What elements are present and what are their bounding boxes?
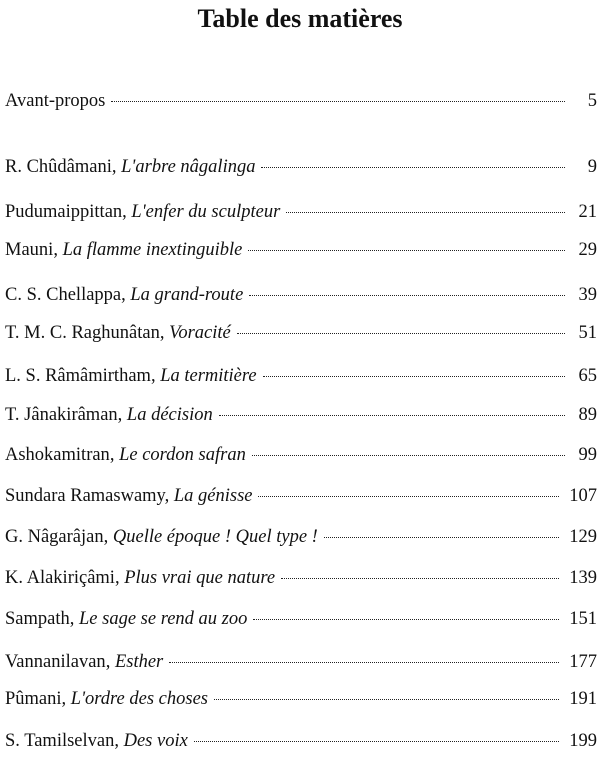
- toc-work-title: Esther: [114, 652, 164, 672]
- toc-separator: ,: [105, 652, 115, 672]
- toc-separator: ,: [69, 609, 79, 629]
- toc-page-number: 99: [578, 445, 597, 465]
- toc-author: Ashokamitran: [5, 445, 110, 465]
- toc-author: Avant-propos: [5, 91, 106, 111]
- toc-entry[interactable]: [5, 237, 597, 263]
- dot-leader: [258, 496, 559, 497]
- toc-page-number: 151: [569, 609, 597, 629]
- toc-work-title: La flamme inextinguible: [62, 240, 243, 260]
- toc-separator: ,: [61, 689, 71, 709]
- toc-entry[interactable]: [5, 524, 597, 550]
- dot-leader: [111, 101, 565, 102]
- toc-page-number: 199: [569, 731, 597, 751]
- toc-entry[interactable]: [5, 483, 597, 509]
- dot-leader: [249, 295, 565, 296]
- toc-entry-text: [5, 154, 255, 180]
- toc-entry[interactable]: [5, 649, 597, 675]
- toc-page-number: 29: [578, 240, 597, 260]
- toc-entry-text: [5, 88, 105, 114]
- toc-separator: ,: [122, 202, 132, 222]
- toc-entry[interactable]: [5, 320, 597, 346]
- toc-page-number: 177: [569, 652, 597, 672]
- toc-work-title: La génisse: [173, 486, 253, 506]
- toc-entry-text: [5, 282, 243, 308]
- toc-page-number: 51: [578, 323, 597, 343]
- toc-entry[interactable]: [5, 728, 597, 754]
- dot-leader: [263, 376, 565, 377]
- dot-leader: [169, 662, 559, 663]
- toc-separator: ,: [117, 405, 127, 425]
- toc-page-number: 21: [578, 202, 597, 222]
- toc-author: Sampath: [5, 609, 70, 629]
- dot-leader: [286, 212, 565, 213]
- toc-author: Mauni: [5, 240, 54, 260]
- toc-entry[interactable]: [5, 402, 597, 428]
- page-title: Table des matières: [197, 4, 403, 33]
- toc-entry-text: [5, 442, 246, 468]
- toc-author: G. Nâgarâjan: [5, 527, 104, 547]
- toc-separator: ,: [53, 240, 63, 260]
- toc-work-title: La termitière: [160, 366, 257, 386]
- dot-leader: [219, 415, 565, 416]
- toc-author: Pûmani: [5, 689, 62, 709]
- toc-page-number: 129: [569, 527, 597, 547]
- toc-entry[interactable]: [5, 606, 597, 632]
- toc-work-title: L'ordre des choses: [70, 689, 208, 709]
- toc-entry-text: [5, 565, 275, 591]
- toc-entry[interactable]: [5, 565, 597, 591]
- toc-separator: ,: [150, 366, 161, 386]
- toc-author: Sundara Ramaswamy: [5, 486, 165, 506]
- toc-entry-text: [5, 402, 213, 428]
- toc-entry-text: [5, 524, 318, 550]
- toc-entry[interactable]: [5, 199, 597, 225]
- toc-separator: ,: [121, 285, 131, 305]
- toc-separator: ,: [159, 323, 170, 343]
- toc-page-number: 65: [578, 366, 597, 386]
- toc-work-title: L'enfer du sculpteur: [131, 202, 281, 222]
- toc-work-title: Voracité: [169, 323, 231, 343]
- toc-separator: ,: [109, 445, 120, 465]
- toc-entry-text: [5, 237, 242, 263]
- toc-entry[interactable]: [5, 88, 597, 114]
- toc-page-number: 39: [578, 285, 597, 305]
- toc-work-title: Quelle époque ! Quel type !: [112, 527, 318, 547]
- toc-author: Pudumaippittan: [5, 202, 123, 222]
- toc-author: R. Chûdâmani: [5, 157, 112, 177]
- dot-leader: [324, 537, 559, 538]
- toc-work-title: Des voix: [123, 731, 188, 751]
- dot-leader: [214, 699, 559, 700]
- toc-author: C. S. Chellappa: [5, 285, 122, 305]
- toc-entry[interactable]: [5, 442, 597, 468]
- toc-page-number: 89: [578, 405, 597, 425]
- toc-entry[interactable]: [5, 154, 597, 180]
- toc-author: Vannanilavan: [5, 652, 106, 672]
- toc-separator: ,: [114, 731, 124, 751]
- toc-page-number: 107: [569, 486, 597, 506]
- toc-author: T. M. C. Raghunâtan: [5, 323, 160, 343]
- toc-page-number: 5: [587, 91, 597, 111]
- toc-entry[interactable]: [5, 686, 597, 712]
- toc-author: S. Tamilselvan: [5, 731, 115, 751]
- toc-author: L. S. Râmâmirtham: [5, 366, 151, 386]
- toc-work-title: Plus vrai que nature: [124, 568, 276, 588]
- toc-page-number: 9: [587, 157, 597, 177]
- dot-leader: [281, 578, 559, 579]
- toc-author: T. Jânakirâman: [5, 405, 118, 425]
- toc-entry-text: [5, 686, 208, 712]
- toc-work-title: La grand-route: [130, 285, 244, 305]
- toc-entry-text: [5, 606, 247, 632]
- toc-work-title: Le sage se rend au zoo: [79, 609, 248, 629]
- toc-work-title: La décision: [126, 405, 213, 425]
- toc-entry-text: [5, 363, 257, 389]
- toc-page-number: 191: [569, 689, 597, 709]
- dot-leader: [237, 333, 565, 334]
- toc-separator: ,: [164, 486, 174, 506]
- toc-entry-text: [5, 199, 280, 225]
- toc-separator: ,: [114, 568, 125, 588]
- toc-entry[interactable]: [5, 282, 597, 308]
- dot-leader: [194, 741, 559, 742]
- dot-leader: [252, 455, 565, 456]
- toc-page-number: 139: [569, 568, 597, 588]
- toc-entry-text: [5, 649, 163, 675]
- toc-separator: ,: [103, 527, 113, 547]
- dot-leader: [253, 619, 559, 620]
- toc-entry-text: [5, 320, 231, 346]
- dot-leader: [261, 167, 565, 168]
- toc-entry-text: [5, 483, 252, 509]
- toc-author: K. Alakiriçâmi: [5, 568, 115, 588]
- toc-entry[interactable]: [5, 363, 597, 389]
- toc-work-title: L'arbre nâgalinga: [121, 157, 256, 177]
- toc-separator: ,: [111, 157, 122, 177]
- toc-work-title: Le cordon safran: [119, 445, 246, 465]
- dot-leader: [248, 250, 565, 251]
- toc-entry-text: [5, 728, 188, 754]
